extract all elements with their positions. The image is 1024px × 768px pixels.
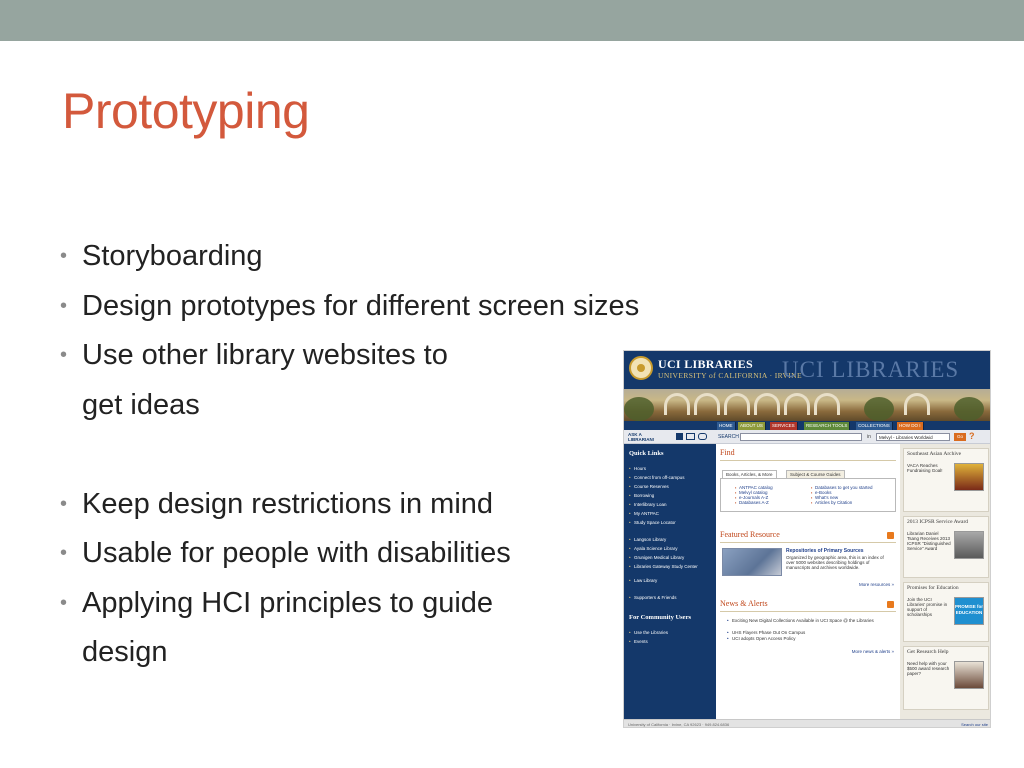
- find-link[interactable]: ▪ Articles by Citation: [815, 500, 852, 505]
- find-link[interactable]: ▪ Databases A-Z: [739, 500, 769, 505]
- featured-thumbnail[interactable]: [722, 548, 782, 576]
- find-link[interactable]: ▪ e-Books: [815, 490, 832, 495]
- arch-shape: [904, 393, 930, 415]
- nav-services[interactable]: SERVICES: [770, 422, 798, 430]
- promo-text: VACA Reaches Fundraising Goal!: [907, 463, 943, 473]
- sidebar-link-study-space[interactable]: • Study Space Locator: [634, 520, 712, 525]
- library-name: UCI LIBRARIES: [658, 357, 753, 371]
- search-go-button[interactable]: Go: [954, 433, 966, 441]
- arch-shape: [784, 393, 810, 415]
- promo-box-southeast-asian[interactable]: [903, 448, 989, 512]
- nav-about-us[interactable]: ABOUT US: [738, 422, 766, 430]
- quick-links-title: Quick Links: [629, 450, 664, 457]
- promo-text: Librarian Daniel Tsang Receives 2013 ICPSR "Distinguished Service" Award: [907, 531, 951, 551]
- news-alerts-title: News & Alerts: [720, 599, 768, 608]
- phone-icon[interactable]: [676, 433, 683, 440]
- bullet-design-prototypes: • Design prototypes for different screen sizes: [56, 284, 756, 334]
- divider: [720, 460, 896, 461]
- tree-shape: [864, 397, 894, 421]
- right-column: [900, 444, 991, 719]
- news-item[interactable]: • UCI adopts Open Access Policy: [732, 636, 882, 641]
- promo-title: Get Research Help: [907, 649, 949, 655]
- find-link[interactable]: ▪ Databases to get you started: [815, 485, 873, 490]
- uc-seal-icon: [629, 356, 653, 380]
- email-icon[interactable]: [686, 433, 695, 440]
- help-icon[interactable]: ?: [969, 431, 975, 441]
- sidebar-link-ayala[interactable]: • Ayala Science Library: [634, 546, 712, 551]
- divider: [720, 542, 896, 543]
- bullet-other-library-sites-cont: get ideas: [82, 388, 200, 421]
- find-link[interactable]: ▪ Melvyl catalog: [739, 490, 768, 495]
- library-website-screenshot: [623, 350, 991, 728]
- rss-icon[interactable]: [887, 601, 894, 608]
- nav-research-tools[interactable]: RESEARCH TOOLS: [804, 422, 850, 430]
- bullet-storyboarding: • Storyboarding: [56, 234, 756, 284]
- arch-shape: [694, 393, 720, 415]
- footer-search-link[interactable]: Search our site: [961, 722, 988, 727]
- find-title: Find: [720, 448, 735, 457]
- rss-icon[interactable]: [887, 532, 894, 539]
- sidebar-link-course-reserves[interactable]: • Course Reserves: [634, 484, 712, 489]
- bullet-other-library-sites: • Use other library websites to: [56, 333, 756, 383]
- chat-icon[interactable]: [698, 433, 707, 440]
- more-news-link[interactable]: More news & alerts »: [851, 649, 894, 654]
- promo-box-icpsr[interactable]: [903, 516, 989, 578]
- tab-subject-guides[interactable]: Subject & Course Guides: [786, 470, 845, 478]
- featured-resource-title: Featured Resource: [720, 530, 780, 539]
- sidebar-link-interlibrary-loan[interactable]: • Interlibrary Loan: [634, 502, 712, 507]
- promo-image: [954, 661, 984, 689]
- featured-item-title[interactable]: Repositories of Primary Sources: [786, 548, 864, 554]
- find-link[interactable]: ▪ e-Journals A-Z: [739, 495, 768, 500]
- featured-item-text: Organized by geographic area, this is an index of over 5000 websites describing holdings of manuscripts and archives worldwide.: [786, 555, 884, 570]
- sidebar-link-law[interactable]: • Law Library: [634, 578, 712, 583]
- arch-shape: [754, 393, 780, 415]
- promo-box-promise[interactable]: [903, 582, 989, 642]
- find-box: [720, 478, 896, 512]
- promo-title: Southeast Asian Archive: [907, 451, 962, 457]
- library-banner-text: UCI LIBRARIES: [782, 357, 960, 382]
- library-footer: [624, 719, 991, 728]
- find-link[interactable]: ▪ What's new: [815, 495, 838, 500]
- sidebar-link-use-libraries[interactable]: • Use the Libraries: [634, 630, 712, 635]
- sidebar: [624, 444, 716, 719]
- bullet-hci-principles: • Applying HCI principles to guide: [56, 581, 756, 631]
- main-content: [716, 444, 900, 719]
- promo-title: 2013 ICPSR Service Award: [907, 519, 969, 525]
- search-label: SEARCH: [718, 434, 739, 440]
- tree-shape: [624, 397, 654, 421]
- search-in-label: in: [867, 434, 871, 440]
- sidebar-link-hours[interactable]: • Hours: [634, 466, 712, 471]
- nav-home[interactable]: HOME: [717, 422, 736, 430]
- sidebar-link-my-antpac[interactable]: • My ANTPAC: [634, 511, 712, 516]
- sidebar-link-events[interactable]: • Events: [634, 639, 712, 644]
- find-link[interactable]: ▪ ANTPAC catalog: [739, 485, 773, 490]
- slide-top-bar: [0, 0, 1024, 41]
- divider: [720, 611, 896, 612]
- bullet-design-restrictions: • Keep design restrictions in mind: [56, 482, 756, 532]
- sidebar-link-langson[interactable]: • Langson Library: [634, 537, 712, 542]
- promo-text: Join the UCI Libraries' promise in support of scholarships: [907, 597, 948, 617]
- bullet-disabilities: • Usable for people with disabilities: [56, 531, 756, 581]
- arch-shape: [664, 393, 690, 415]
- bullet-hci-principles-cont: design: [82, 636, 168, 668]
- promo-title: Promises for Education: [907, 585, 959, 591]
- arch-shape: [814, 393, 840, 415]
- sidebar-link-off-campus[interactable]: • Connect from off-campus: [634, 475, 712, 480]
- footer-address: University of California · Irvine, CA 92623 · 949.824.6836: [628, 722, 730, 727]
- slide-title: Prototyping: [62, 83, 310, 139]
- promise-badge: PROMISE for EDUCATION: [954, 597, 984, 625]
- campus-photo: [624, 389, 991, 421]
- news-item[interactable]: • Exciting New Digital Collections Available in UCI Space @ the Libraries: [732, 618, 882, 623]
- community-title: For Community Users: [629, 614, 691, 621]
- tab-books-articles[interactable]: Books, Articles, & More: [722, 470, 777, 478]
- search-input[interactable]: [740, 433, 862, 441]
- news-item[interactable]: • UHS Flayers Phase Out On Campus: [732, 630, 882, 635]
- sidebar-link-borrowing[interactable]: • Borrowing: [634, 493, 712, 498]
- library-subtitle: UNIVERSITY of CALIFORNIA · IRVINE: [658, 371, 802, 380]
- nav-collections[interactable]: COLLECTIONS: [856, 422, 893, 430]
- promo-text: Need help with your $500 award research paper?: [907, 661, 950, 676]
- promo-image: [954, 531, 984, 559]
- sidebar-link-grunigen[interactable]: • Grunigen Medical Library: [634, 555, 712, 560]
- tree-shape: [954, 397, 984, 421]
- sidebar-link-gateway[interactable]: • Libraries Gateway Study Center: [634, 564, 712, 569]
- sidebar-link-supporters[interactable]: • Supporters & Friends: [634, 595, 712, 600]
- search-row: [624, 430, 991, 444]
- more-resources-link[interactable]: More resources »: [858, 582, 894, 587]
- library-nav: [624, 421, 991, 430]
- arch-shape: [724, 393, 750, 415]
- library-header: [624, 351, 991, 389]
- promo-box-research-help[interactable]: [903, 646, 989, 710]
- nav-how-do-i[interactable]: HOW DO I: [897, 422, 924, 430]
- search-scope-select[interactable]: Melvyl - Libraries Worldwid: [876, 433, 950, 441]
- promo-image: [954, 463, 984, 491]
- ask-librarian-link[interactable]: ASK A LIBRARIAN!: [628, 432, 655, 442]
